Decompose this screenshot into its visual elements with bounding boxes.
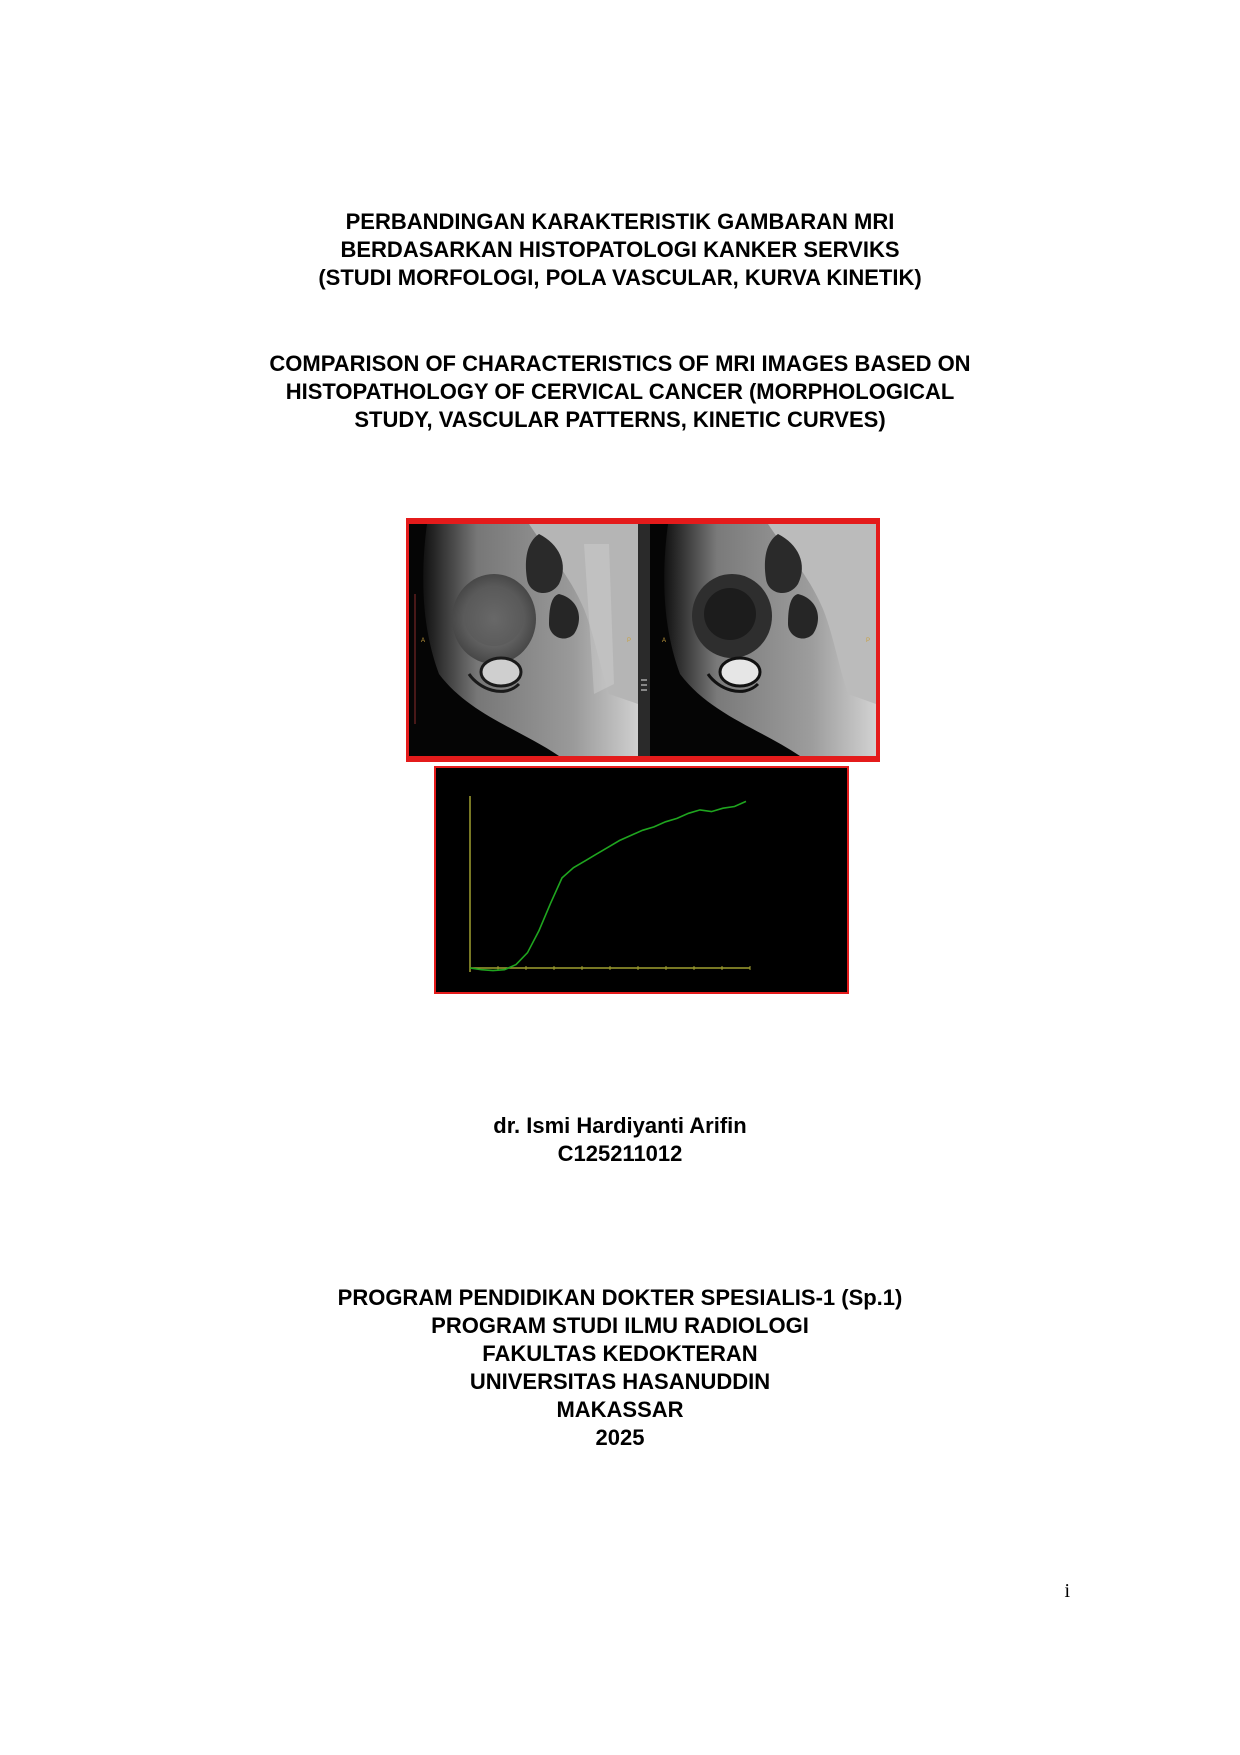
mri-image-frame — [406, 518, 880, 762]
mri-sagittal-image-pre — [409, 524, 638, 756]
mri-sagittal-image-post — [650, 524, 876, 756]
author-block — [0, 1112, 1240, 1168]
pane-2-right-mark: P — [866, 638, 871, 644]
author-name: dr. Ismi Hardiyanti Arifin — [493, 1113, 747, 1138]
city: MAKASSAR — [556, 1397, 684, 1422]
title-id-line-2: BERDASARKAN HISTOPATOLOGI KANKER SERVIKS — [340, 237, 900, 262]
year: 2025 — [595, 1425, 645, 1450]
title-en-line-2: HISTOPATHOLOGY OF CERVICAL CANCER (MORPHOLOGICAL — [285, 379, 955, 404]
title-id-line-1: PERBANDINGAN KARAKTERISTIK GAMBARAN MRI — [345, 209, 895, 234]
study-program: PROGRAM STUDI ILMU RADIOLOGI — [431, 1313, 809, 1338]
pane-1-left-mark: A — [421, 638, 426, 644]
faculty: FAKULTAS KEDOKTERAN — [482, 1341, 758, 1366]
university: UNIVERSITAS HASANUDDIN — [469, 1369, 771, 1394]
title-indonesian — [0, 208, 1240, 292]
kinetic-curve-line — [470, 801, 746, 970]
institution-block — [0, 1284, 1240, 1452]
title-english — [0, 350, 1240, 434]
author-student-id: C125211012 — [557, 1141, 683, 1166]
pane-divider — [638, 524, 650, 756]
title-en-line-1: COMPARISON OF CHARACTERISTICS OF MRI IMAGES BASED ON — [269, 351, 971, 376]
pane-1-right-mark: P — [627, 638, 632, 644]
page-number: i — [1064, 1580, 1070, 1602]
pane-2-left-mark: A — [662, 638, 667, 644]
title-id-line-3: (STUDI MORFOLOGI, POLA VASCULAR, KURVA KINETIK) — [318, 265, 922, 290]
program-name: PROGRAM PENDIDIKAN DOKTER SPESIALIS-1 (Sp.1) — [337, 1285, 903, 1310]
kinetic-curve-frame — [434, 766, 849, 994]
kinetic-curve-plot — [436, 768, 847, 992]
title-en-line-3: STUDY, VASCULAR PATTERNS, KINETIC CURVES) — [354, 407, 886, 432]
